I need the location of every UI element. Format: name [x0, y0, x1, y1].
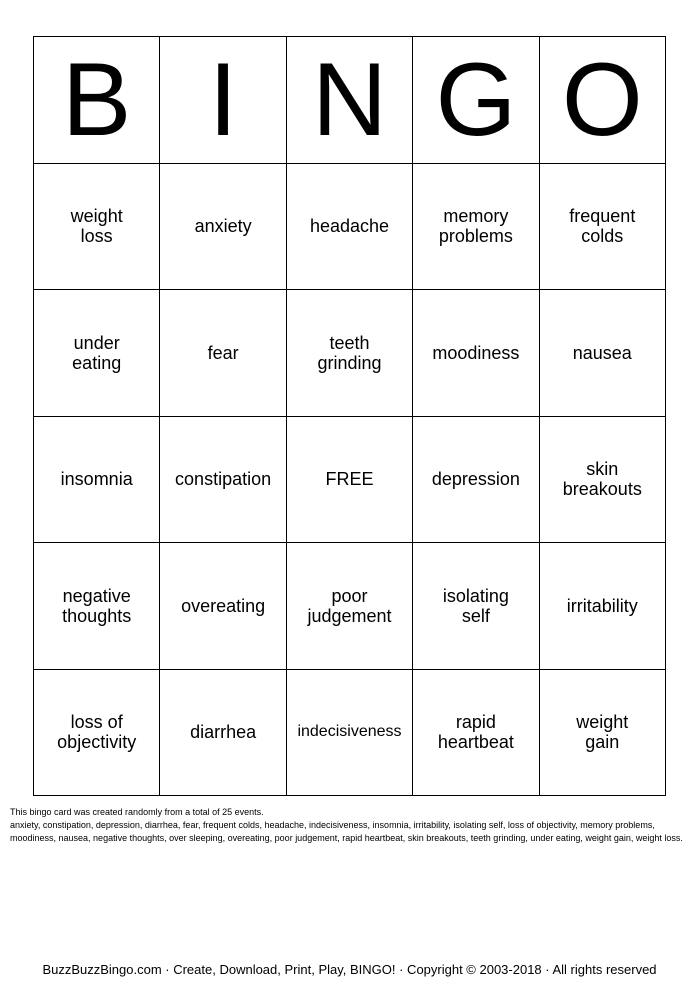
bingo-cell: [34, 290, 160, 417]
bingo-cell: [413, 164, 539, 291]
cell-text: weight gain: [576, 712, 629, 753]
header-letter: G: [435, 41, 517, 158]
cell-text: memory problems: [438, 206, 513, 247]
header-letter: N: [311, 41, 388, 158]
header-letter: O: [561, 41, 643, 158]
bingo-cell: [160, 164, 286, 291]
cell-text: overeating: [181, 595, 266, 616]
cell-text: headache: [309, 216, 390, 237]
cell-text: teeth grinding: [317, 332, 382, 373]
cell-text: anxiety: [194, 216, 252, 237]
bingo-cell: [34, 164, 160, 291]
bingo-cell: [34, 417, 160, 544]
bingo-cell: [540, 543, 666, 670]
header-letter: B: [62, 41, 132, 158]
header-cell-n: [287, 37, 413, 164]
bingo-cell: [413, 290, 539, 417]
cell-text: under eating: [72, 332, 122, 373]
bingo-cell: [413, 417, 539, 544]
cell-text: fear: [207, 342, 239, 363]
bingo-cell: [540, 290, 666, 417]
bingo-cell: [160, 417, 286, 544]
cell-text: frequent colds: [569, 206, 636, 247]
header-cell-i: [160, 37, 286, 164]
bingo-cell: [34, 670, 160, 797]
free-cell: [287, 417, 413, 544]
card-note: [10, 806, 690, 845]
cell-text: rapid heartbeat: [437, 712, 514, 753]
bingo-cell: [540, 670, 666, 797]
cell-text: diarrhea: [190, 722, 257, 743]
cell-text: moodiness: [432, 342, 520, 363]
bingo-card: [33, 36, 666, 796]
cell-text: weight loss: [70, 206, 123, 247]
cell-text: nausea: [572, 342, 632, 363]
cell-text: loss of objectivity: [57, 712, 137, 753]
cell-text: isolating self: [442, 585, 509, 626]
bingo-cell: [540, 417, 666, 544]
bingo-cell: [160, 290, 286, 417]
header-cell-o: [540, 37, 666, 164]
cell-text: constipation: [175, 469, 272, 490]
cell-text: irritability: [566, 595, 638, 616]
bingo-cell: [540, 164, 666, 291]
cell-text: skin breakouts: [562, 459, 642, 500]
bingo-cell: [287, 164, 413, 291]
header-cell-b: [34, 37, 160, 164]
bingo-cell: [160, 543, 286, 670]
cell-text: poor judgement: [307, 585, 392, 626]
footer: BuzzBuzzBingo.com · Create, Download, Print, Play, BINGO! · Copyright © 2003-2018 · All rights reserved: [42, 962, 657, 977]
cell-text: indecisiveness: [297, 723, 402, 741]
note-intro: This bingo card was created randomly from a total of 25 events.: [10, 807, 264, 817]
cell-text: negative thoughts: [62, 585, 132, 626]
header-cell-g: [413, 37, 539, 164]
header-letter: I: [208, 41, 238, 158]
bingo-cell: [160, 670, 286, 797]
bingo-cell: [287, 543, 413, 670]
event-list: anxiety, constipation, depression, diarrhea, fear, frequent colds, headache, indecisiveness, insomnia, irritability, isolating self, loss of objectivity, memory problems, moodiness, nausea, negative thoughts, over sleeping, overeating, poor judgement, rapid heartbeat, skin breakouts, teeth grinding, under eating, weight gain, weight loss.: [10, 820, 683, 843]
bingo-cell: [34, 543, 160, 670]
bingo-cell: [287, 670, 413, 797]
cell-text: FREE: [325, 469, 374, 490]
bingo-cell: [413, 670, 539, 797]
bingo-cell: [287, 290, 413, 417]
bingo-cell: [413, 543, 539, 670]
cell-text: insomnia: [60, 469, 133, 490]
cell-text: depression: [431, 469, 520, 490]
